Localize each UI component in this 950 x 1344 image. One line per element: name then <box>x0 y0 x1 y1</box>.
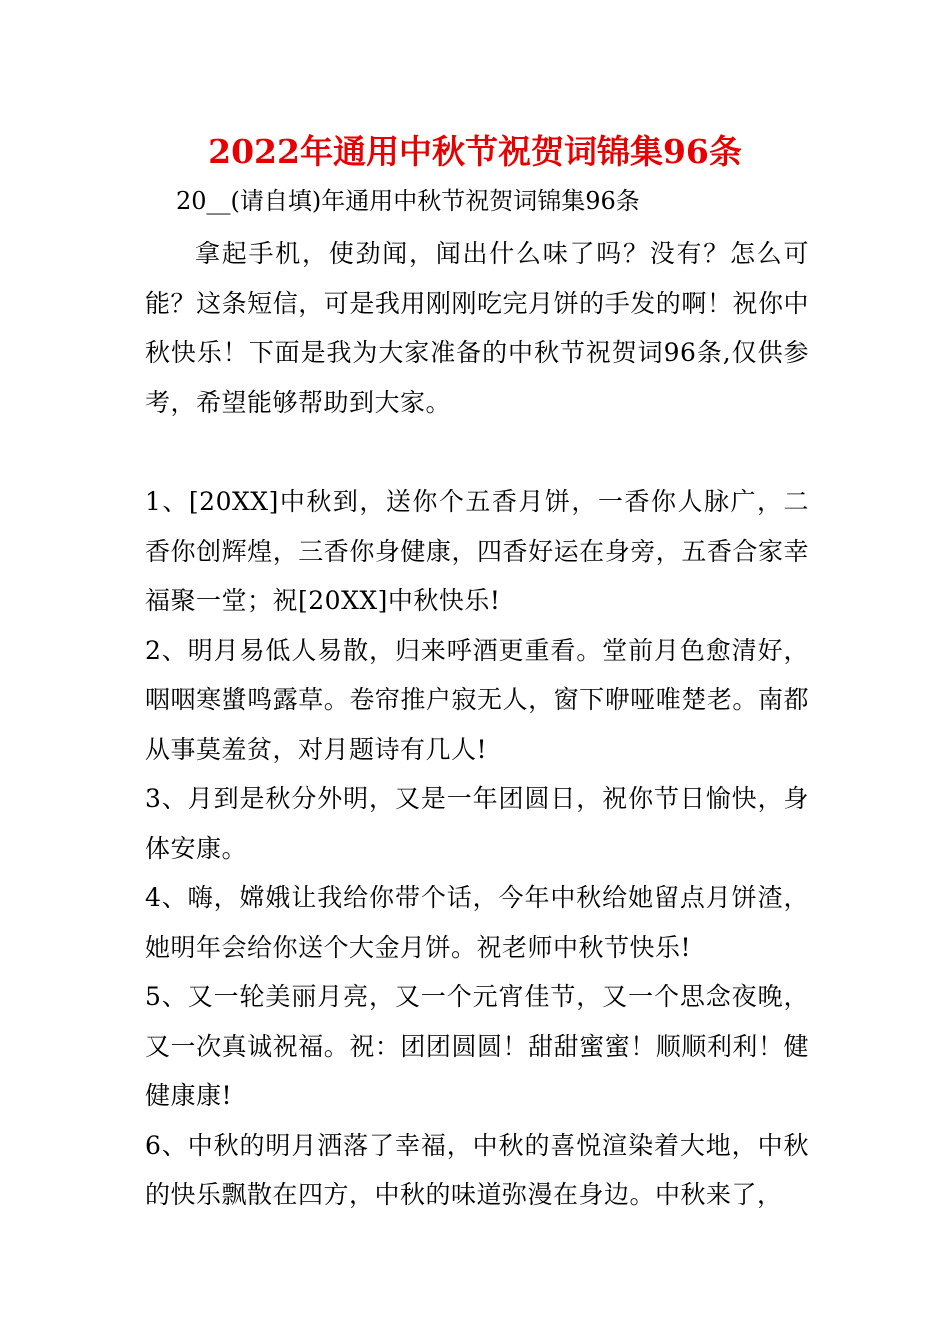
document-subtitle: 20__(请自填)年通用中秋节祝贺词锦集96条 <box>176 187 640 215</box>
list-item: 2、明月易低人易散，归来呼酒更重看。堂前月色愈清好，咽咽寒螿鸣露草。卷帘推户寂无人，窗下咿哑唯楚老。南都从事莫羞贫，对月题诗有几人! <box>145 635 809 764</box>
list-item: 4、嗨，嫦娥让我给你带个话，今年中秋给她留点月饼渣，她明年会给你送个大金月饼。祝老师中秋节快乐! <box>145 883 809 962</box>
list-item: 1、[20XX]中秋到，送你个五香月饼，一香你人脉广，二香你创辉煌，三香你身健康，四香好运在身旁，五香合家幸福聚一堂；祝[20XX]中秋快乐! <box>145 487 809 615</box>
greeting-list <box>145 477 809 1220</box>
intro-paragraph: 拿起手机，使劲闻，闻出什么味了吗？没有？怎么可能？这条短信，可是我用刚刚吃完月饼的手发的啊！祝你中秋快乐！下面是我为大家准备的中秋节祝贺词96条,仅供参考，希望能够帮助到大家。 <box>145 239 809 417</box>
list-item: 3、月到是秋分外明，又是一年团圆日，祝你节日愉快，身体安康。 <box>145 784 809 863</box>
list-item: 6、中秋的明月洒落了幸福，中秋的喜悦渲染着大地，中秋的快乐飘散在四方，中秋的味道弥漫在身边。中秋来了， <box>145 1130 809 1209</box>
document-title: 2022年通用中秋节祝贺词锦集96条 <box>208 132 742 171</box>
list-item: 5、又一轮美丽月亮，又一个元宵佳节，又一个思念夜晚，又一次真诚祝福。祝：团团圆圆！甜甜蜜蜜！顺顺利利！健健康康! <box>145 982 809 1110</box>
